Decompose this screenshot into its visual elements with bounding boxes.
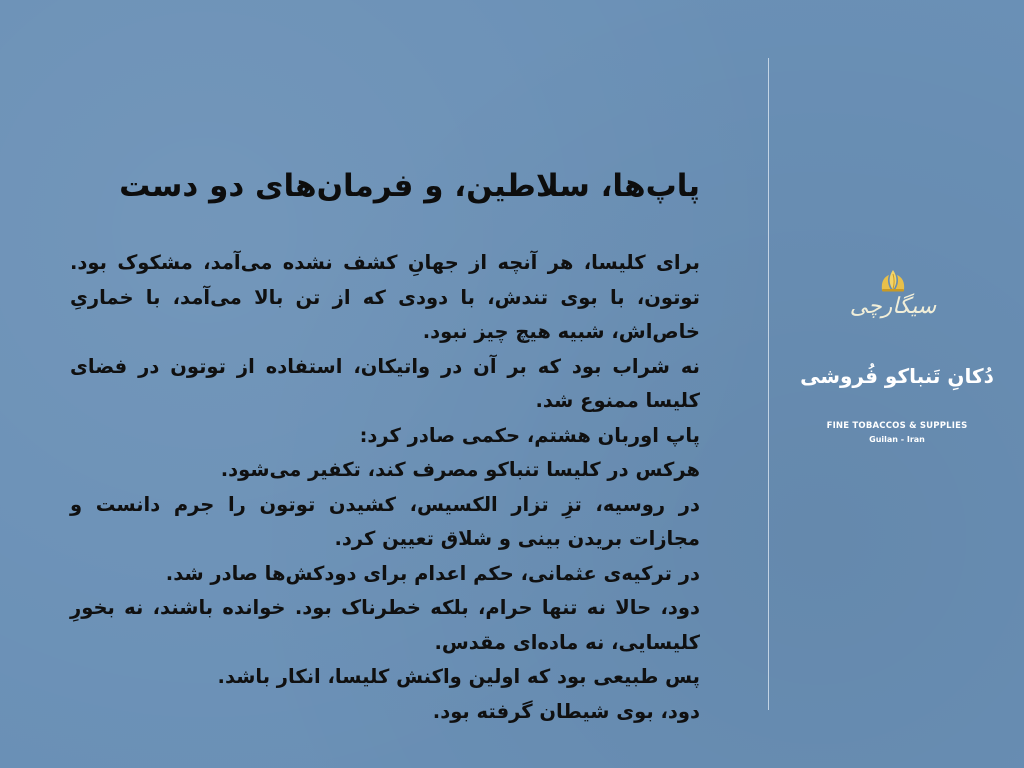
paragraph-vatican-ban: نه شراب بود که بر آن در واتیکان، استفاده از توتون در فضای کلیسا ممنوع شد. (70, 354, 700, 412)
crown-right-petal (895, 275, 904, 290)
shop-name: دُکانِ تَنباکو فُروشی (800, 364, 994, 388)
slide-body (70, 246, 700, 729)
paragraph-devil: دود، بوی شیطان گرفته بود. (432, 699, 700, 723)
shop-tagline: FINE TOBACCOS & SUPPLIES (826, 421, 968, 431)
paragraph-pope-urban: پاپ اوربان هشتم، حکمی صادر کرد: (359, 423, 700, 447)
slide-title: پاپ‌ها، سلاطین، و فرمان‌های دو دست (119, 168, 700, 204)
lotus-crown-icon (880, 270, 906, 292)
paragraph-excommunication: هرکس در کلیسا تنباکو مصرف کند، تکفیر می‌شود. (220, 458, 700, 481)
vertical-divider (768, 58, 769, 710)
crown-left-petal (882, 275, 891, 290)
paragraph-russia: در روسیه، تزِ تزار الکسیس، کشیدن توتون را جرم دانست و مجازات بریدن بینی و شلاق تعیین کرد. (70, 492, 700, 550)
paragraph-danger: دود، حالا نه تنها حرام، بلکه خطرناک بود. خوانده باشند، نه بخورِ کلیسایی، نه ماده‌ای مقدس. (70, 596, 700, 654)
brand-logo (838, 268, 948, 328)
paragraph-ottoman: در ترکیه‌ی عثمانی، حکم اعدام برای دودکش‌ها صادر شد. (165, 561, 700, 585)
logo-wordmark: سیگارچی (849, 294, 937, 319)
crown-base (882, 289, 904, 292)
paragraph-denial: پس طبیعی بود که اولین واکنش کلیسا، انکار باشد. (217, 665, 700, 688)
crown-center-petal (890, 270, 897, 290)
paragraph-intro: برای کلیسا، هر آنچه از جهانِ کشف نشده می‌آمد، مشکوک بود. توتون، با بوی تندش، با دودی که از تن بالا می‌آمد، با خماریِ خاص‌اش، شبیه هیچ چیز نبود. (70, 251, 700, 343)
shop-location: Guilan - Iran (869, 435, 925, 444)
